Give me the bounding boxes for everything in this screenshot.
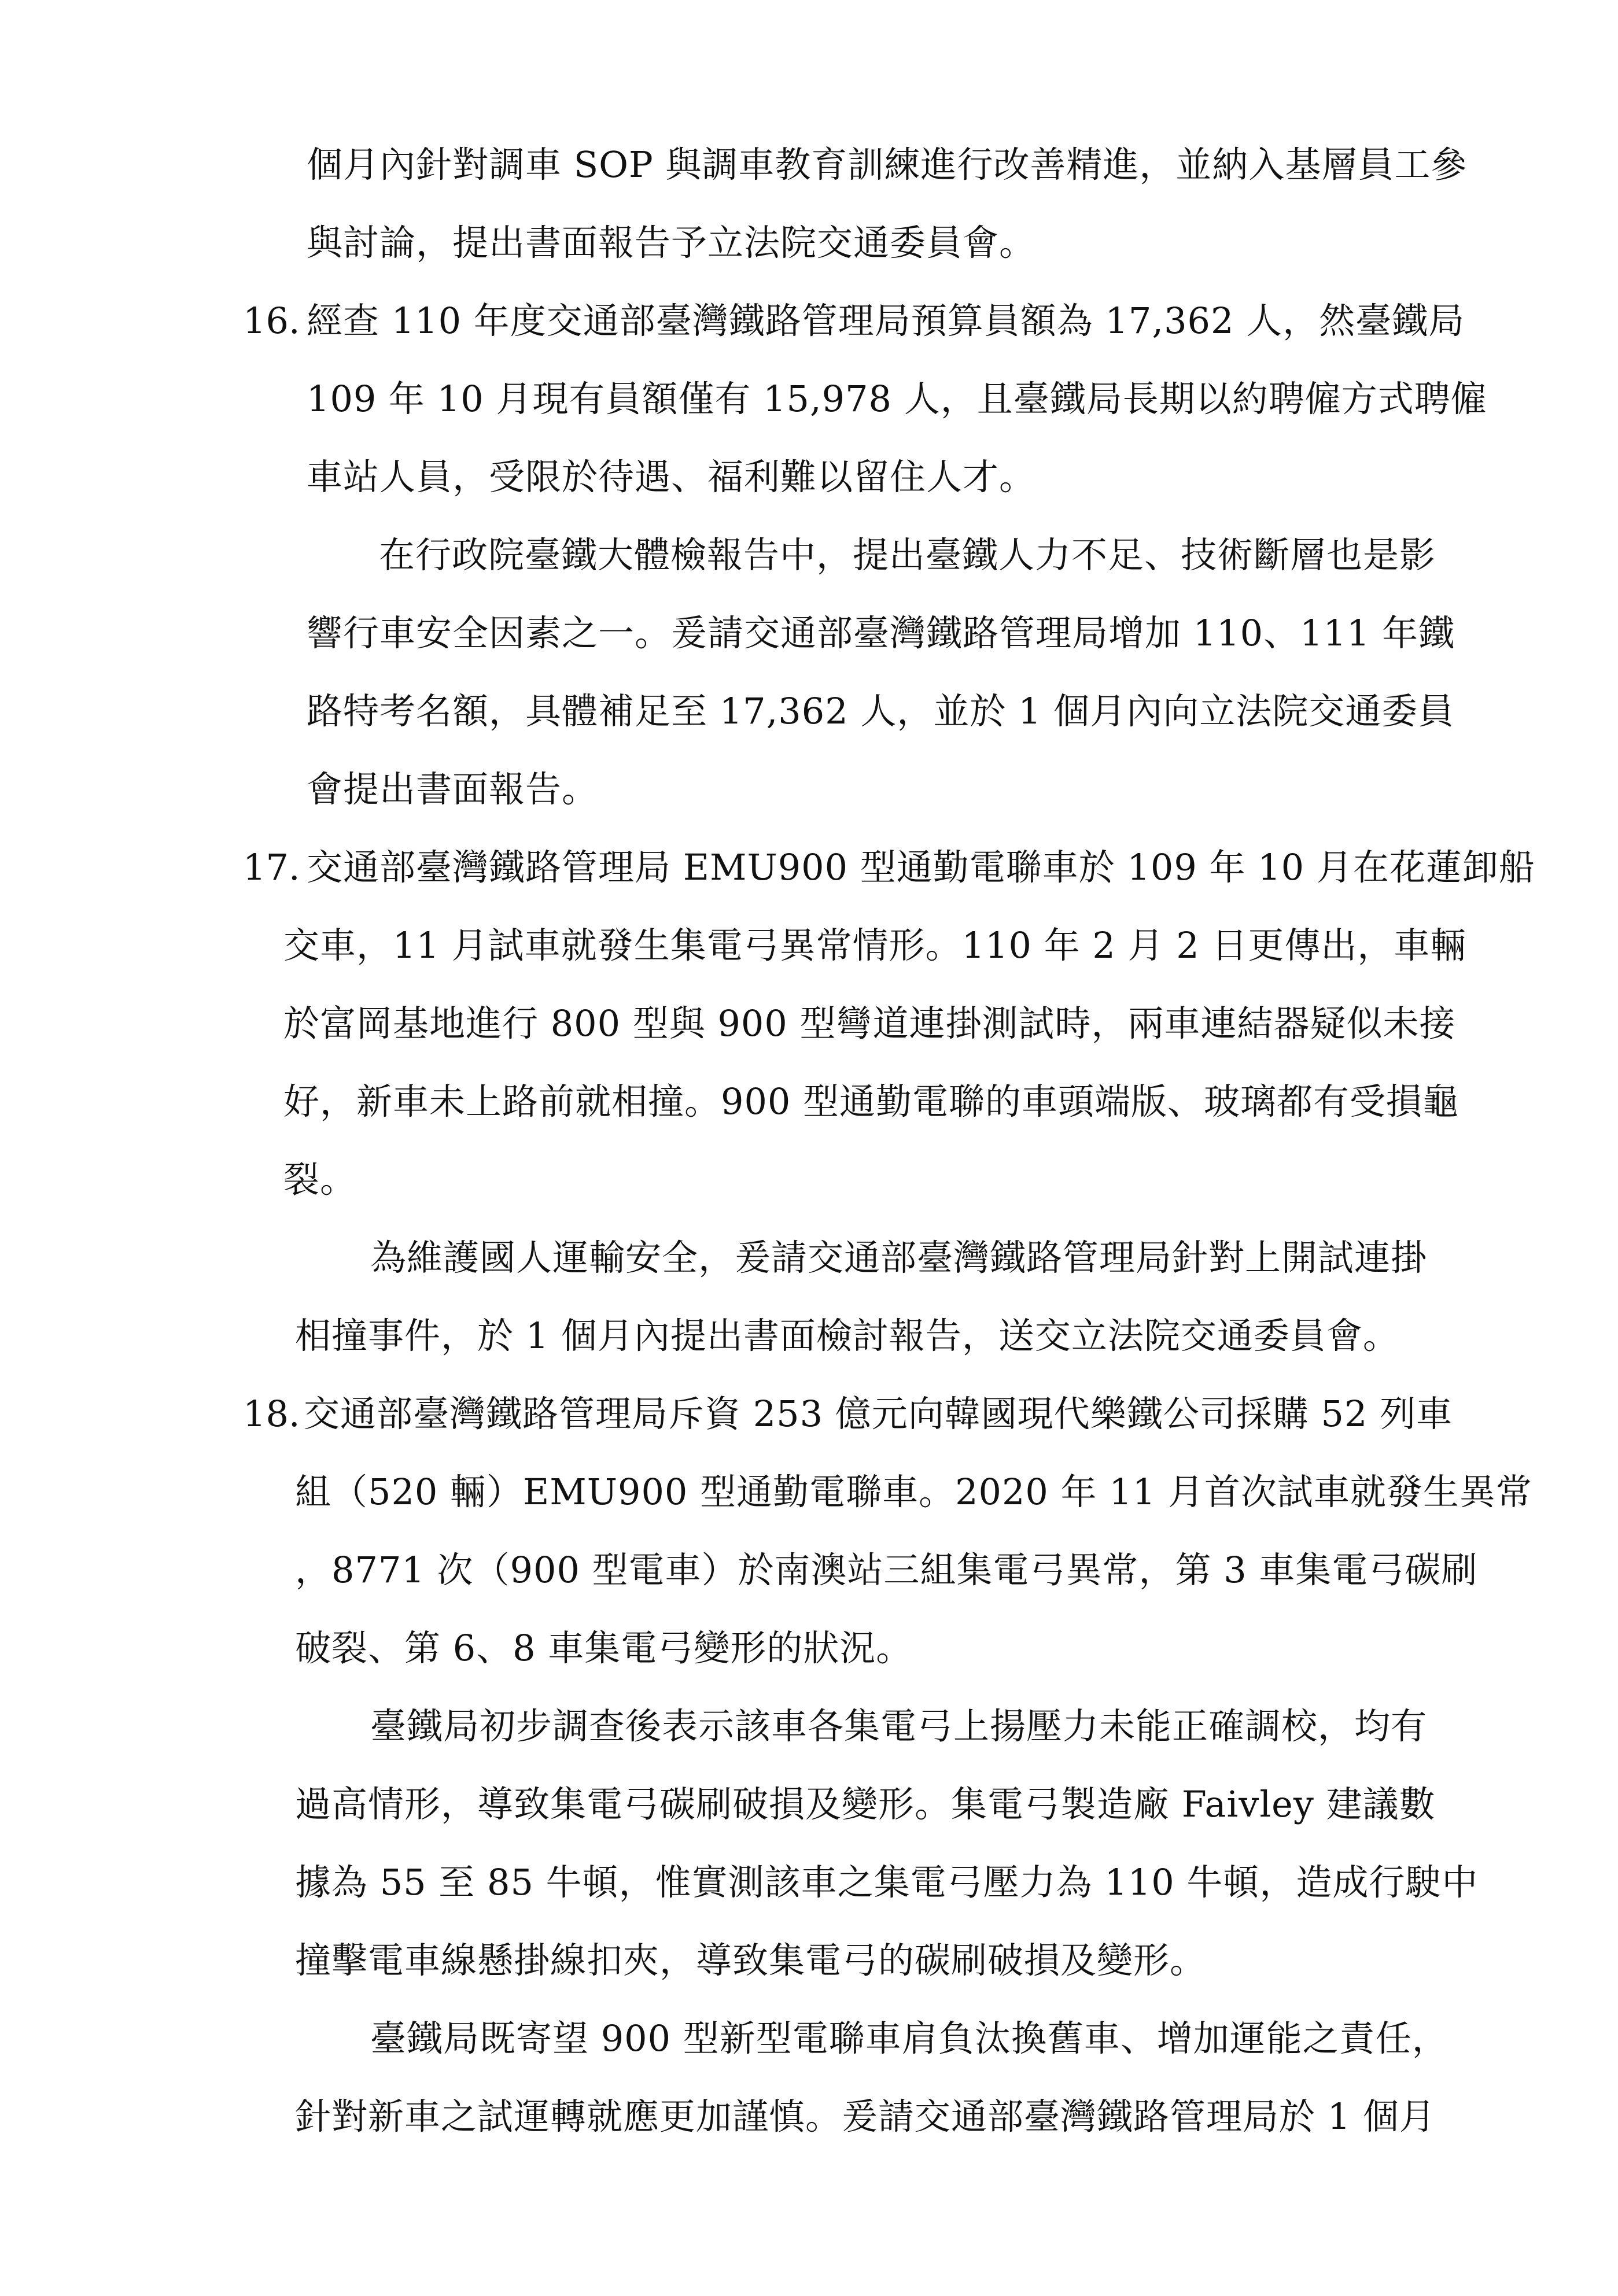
- item-line: 為維護國人運輸安全，爰請交通部臺灣鐵路管理局針對上開試連掛: [370, 1236, 1428, 1279]
- item-number: 16.: [243, 300, 300, 342]
- item-line: 路特考名額，具體補足至 17,362 人，並於 1 個月內向立法院交通委員: [307, 690, 1455, 732]
- continuation-line: 個月內針對調車 SOP 與調車教育訓練進行改善精進，並納入基層員工參: [307, 143, 1468, 186]
- item-line: 裂。: [283, 1158, 357, 1201]
- item-line: 交通部臺灣鐵路管理局 EMU900 型通勤電聯車於 109 年 10 月在花蓮卸船: [307, 846, 1535, 888]
- item-line: 在行政院臺鐵大體檢報告中，提出臺鐵人力不足、技術斷層也是影: [379, 534, 1436, 576]
- item-line: 交車，11 月試車就發生集電弓異常情形。110 年 2 月 2 日更傳出，車輛: [283, 924, 1467, 966]
- item-line: 好，新車未上路前就相撞。900 型通勤電聯的車頭端版、玻璃都有受損龜: [283, 1080, 1459, 1123]
- item-line: 經查 110 年度交通部臺灣鐵路管理局預算員額為 17,362 人，然臺鐵局: [307, 300, 1465, 342]
- item-line: 過高情形，導致集電弓碳刷破損及變形。集電弓製造廠 Faivley 建議數: [295, 1783, 1436, 1825]
- item-line: ，8771 次（900 型電車）於南澳站三組集電弓異常，第 3 車集電弓碳刷: [295, 1549, 1478, 1591]
- item-line: 會提出書面報告。: [307, 768, 599, 810]
- item-line: 臺鐵局初步調查後表示該車各集電弓上揚壓力未能正確調校，均有: [370, 1705, 1428, 1747]
- item-line: 於富岡基地進行 800 型與 900 型彎道連掛測試時，兩車連結器疑似未接: [283, 1002, 1456, 1044]
- item-line: 相撞事件，於 1 個月內提出書面檢討報告，送交立法院交通委員會。: [295, 1315, 1399, 1357]
- item-number: 17.: [243, 846, 300, 888]
- item-line: 撞擊電車線懸掛線扣夾，導致集電弓的碳刷破損及變形。: [295, 1939, 1207, 1981]
- item-line: 破裂、第 6、8 車集電弓變形的狀況。: [295, 1627, 913, 1669]
- item-line: 109 年 10 月現有員額僅有 15,978 人，且臺鐵局長期以約聘僱方式聘僱: [307, 378, 1487, 420]
- item-line: 臺鐵局既寄望 900 型新型電聯車肩負汰換舊車、增加運能之責任，: [370, 2017, 1449, 2059]
- item-line: 組（520 輛）EMU900 型通勤電聯車。2020 年 11 月首次試車就發生異常: [295, 1471, 1532, 1513]
- item-line: 據為 55 至 85 牛頓，惟實測該車之集電弓壓力為 110 牛頓，造成行駛中: [295, 1861, 1479, 1903]
- item-line: 針對新車之試運轉就應更加謹慎。爰請交通部臺灣鐵路管理局於 1 個月: [295, 2095, 1436, 2138]
- item-line: 響行車安全因素之一。爰請交通部臺灣鐵路管理局增加 110、111 年鐵: [307, 612, 1455, 654]
- continuation-line: 與討論，提出書面報告予立法院交通委員會。: [307, 222, 1036, 264]
- item-line: 車站人員，受限於待遇、福利難以留住人才。: [307, 456, 1036, 498]
- item-number: 18.: [243, 1393, 300, 1435]
- item-line: 交通部臺灣鐵路管理局斥資 253 億元向韓國現代樂鐵公司採購 52 列車: [304, 1393, 1453, 1435]
